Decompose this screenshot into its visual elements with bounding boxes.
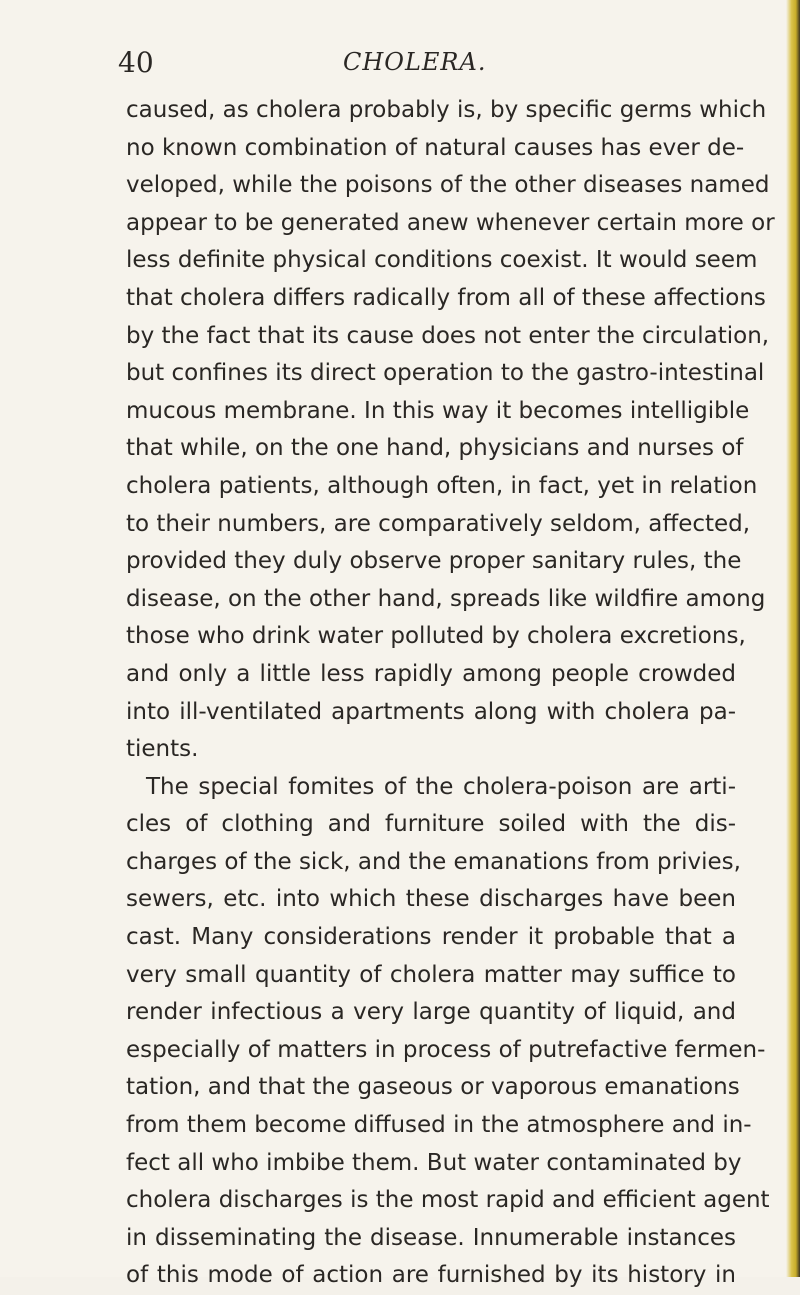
text-line: into ill-ventilated apartments along with cholera pa- (126, 698, 736, 725)
text-line-paragraph-end: tients. (126, 736, 199, 763)
running-title: CHOLERA. (343, 48, 487, 76)
text-line: mucous membrane. In this way it becomes intelligible (126, 397, 750, 424)
text-line-paragraph-start: The special fomites of the cholera-poison are arti- (146, 773, 736, 800)
text-line: of this mode of action are furnished by its history in (126, 1262, 736, 1289)
text-line: render infectious a very large quantity of liquid, and (126, 999, 736, 1026)
text-line: less definite physical conditions coexist. It would seem (126, 247, 758, 274)
page-edge (786, 0, 800, 1277)
text-line: to their numbers, are comparatively seldom, affected, (126, 510, 751, 537)
text-line: cast. Many considerations render it probable that a (126, 924, 736, 951)
text-line: disease, on the other hand, spreads like wildfire among (126, 585, 766, 612)
text-line: from them become diffused in the atmosphere and in- (126, 1112, 752, 1139)
text-line: fect all who imbibe them. But water contaminated by (126, 1149, 742, 1176)
text-line: veloped, while the poisons of the other diseases named (126, 172, 770, 199)
page-number: 40 (118, 46, 154, 79)
text-line: no known combination of natural causes has ever de- (126, 134, 745, 161)
text-line: but confines its direct operation to the gastro-intestinal (126, 360, 765, 387)
text-line: caused, as cholera probably is, by specific germs which (126, 97, 767, 123)
text-line: in disseminating the disease. Innumerable instances (126, 1224, 736, 1251)
text-line: sewers, etc. into which these discharges have been (126, 886, 736, 913)
text-line: provided they duly observe proper sanitary rules, the (126, 548, 742, 575)
text-line: appear to be generated anew whenever certain more or (126, 209, 775, 236)
body-text (126, 92, 775, 1295)
text-line: cles of clothing and furniture soiled with the dis- (126, 811, 736, 838)
text-line: very small quantity of cholera matter may suffice to (126, 961, 736, 988)
text-line: cholera patients, although often, in fact, yet in relation (126, 472, 758, 499)
text-line: by the fact that its cause does not enter the circulation, (126, 322, 770, 349)
text-line: that cholera differs radically from all of these affections (126, 284, 766, 311)
text-line: especially of matters in process of putrefactive fermen- (126, 1036, 766, 1063)
text-line: charges of the sick, and the emanations from privies, (126, 848, 741, 875)
running-head (0, 40, 800, 84)
text-line: those who drink water polluted by cholera excretions, (126, 623, 746, 650)
text-line: and only a little less rapidly among people crowded (126, 660, 736, 687)
text-line: that while, on the one hand, physicians and nurses of (126, 435, 744, 462)
text-line: tation, and that the gaseous or vaporous emanations (126, 1074, 740, 1101)
text-line: cholera discharges is the most rapid and efficient agent (126, 1187, 770, 1214)
